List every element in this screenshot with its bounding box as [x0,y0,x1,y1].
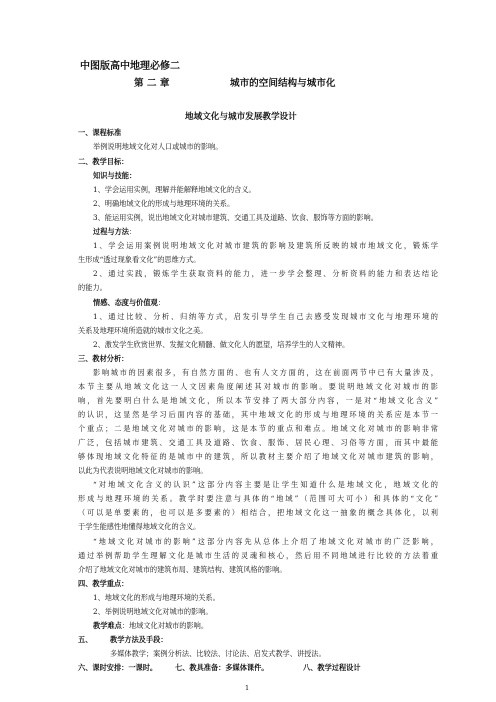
process-item-2-line-1: 2、通过实践，锻炼学生获取资料的能力，进一步学会整理、分析资料的能力和表达结论 [93,269,438,278]
analysis-p2-line: 形成与地理环境的关系。教学时要注意与具体的“地域”（范围可大可小）和具体的“文化” [78,494,438,503]
section-3-heading: 三、教材分析： [78,354,129,363]
page-number: 1 [245,684,250,692]
section-1-heading: 一、课程标准 [78,128,122,137]
section-5-number: 五、 [78,635,93,644]
analysis-p1-line: 够体现地域文化特征的是城市中的建筑，所以教材主要介绍了地域文化对城市建筑的影响， [78,452,438,461]
key-point-2: 2、举例说明地域文化对城市的影响。 [93,607,213,616]
section-5-heading: 教学方法及手段： [110,635,168,644]
emotion-item-1-line-1: 1、通过比较、分析、归纳等方式，启发引导学生自己去感受发现城市文化与地理环境的 [93,312,438,321]
section-2-heading: 二、教学目标： [78,157,129,166]
analysis-p2-line: （可以是单要素的，也可以是多要素的）相结合，把地域文化这一抽象的概念具体化，以利 [78,508,438,517]
analysis-p1-line: 的认识，这显然是学习后面内容的基础，其中地域文化的形成与地理环境的关系应是本节一 [78,410,438,419]
chapter-number: 第 二 章 [134,78,170,89]
analysis-p3-line: 介绍了地域文化对城市的建筑布局、建筑结构、建筑风格的影响。 [78,565,287,574]
chapter-title: 城市的空间结构与城市化 [230,78,336,89]
process-label [93,227,136,236]
process-item-2-line-2: 的能力。 [78,283,107,292]
key-point-1: 1、地域文化的形成与地理环境的关系。 [93,593,220,602]
difficulty-label: 教学难点 [93,621,122,630]
analysis-p1-line: 响，首先要明白什么是地域文化，所以本节安排了两大部分内容，一是对“地域文化含义” [78,396,438,405]
analysis-p1-line: 广泛，包括城市建筑、交通工具及道路、饮食、服饰、居民心理、习俗等方面，而其中最能 [78,438,438,447]
emotion-label-colon: ： [157,298,165,307]
analysis-p3-line: “地域文化对城市的影响”这部分内容先从总体上介绍了地域文化对城市的广泛影响， [93,537,438,546]
difficulty-text: ：地域文化对城市的影响。 [121,621,209,630]
analysis-p2-line: 于学生能感性地懂得地域文化的含义。 [78,522,201,531]
emotion-label-text: 情感、态度与价值观 [93,298,158,307]
analysis-p3-line: 通过举例帮助学生理解文化是城市生活的灵魂和核心，然后用不同地域进行比较的方法着重 [78,551,438,560]
emotion-label [93,298,165,307]
analysis-p1-line: 以此为代表说明地域文化对城市的影响。 [78,466,208,475]
knowledge-label: 知识与技能： [93,171,137,180]
knowledge-item-1: 1、学会运用实例，理解并能解释地域文化的含义。 [93,185,256,194]
analysis-p2-line: “对地域文化含义的认识”这部分内容主要是让学生知道什么是地域文化，地域文化的 [93,480,438,489]
knowledge-item-2: 2、明确地域文化的形成与地理环境的关系。 [93,199,235,208]
document-title: 地域文化与城市发展教学设计 [185,112,297,122]
analysis-p1-line: 个重点；二是地域文化对城市的影响，这是本节的重点和难点。地域文化对城市的影响非常 [78,424,438,433]
section-7: 七、教具准备：多媒体课件。 [175,663,269,672]
process-item-1-line-1: 1、学会运用案例说明地域文化对城市建筑的影响及建筑所反映的城市地域文化，锻炼学 [93,241,438,250]
section-6: 六、课时安排：一课时。 [78,663,158,672]
process-item-1-line-2: 生形成“透过现象看文化”的思维方式。 [78,255,201,264]
book-title: 中图版高中地理必修二 [80,61,180,72]
section-8: 八、教学过程设计 [303,663,361,672]
analysis-p1-line: 影响城市的因素很多，有自然方面的、也有人文方面的，这在前面两节中已有大量涉及， [93,368,438,377]
section-4-heading: 四、教学重点： [78,579,129,588]
process-label-colon: ： [128,227,137,236]
difficulty-line [93,621,208,630]
section-1-text: 举例说明地域文化对人口或城市的影响。 [93,142,223,151]
knowledge-item-3: 3、能运用实例，说出地域文化对城市建筑、交通工具及道路、饮食、服饰等方面的影响。 [93,213,378,222]
process-label-text: 过程与方法 [93,227,129,236]
emotion-item-2: 2、激发学生欣赏世界、发掘文化精髓、做文化人的愿望，培养学生的人文精神。 [93,340,350,349]
analysis-p1-line: 本节主要从地域文化这一人文因素角度阐述其对城市的影响。要说明地域文化对城市的影 [78,382,438,391]
emotion-item-1-line-2: 关系及地理环境所造就的城市文化之美。 [78,326,208,335]
section-5-text: 多媒体教学；案例分析法、比较法、讨论法、启发式教学、讲授法。 [110,649,326,658]
